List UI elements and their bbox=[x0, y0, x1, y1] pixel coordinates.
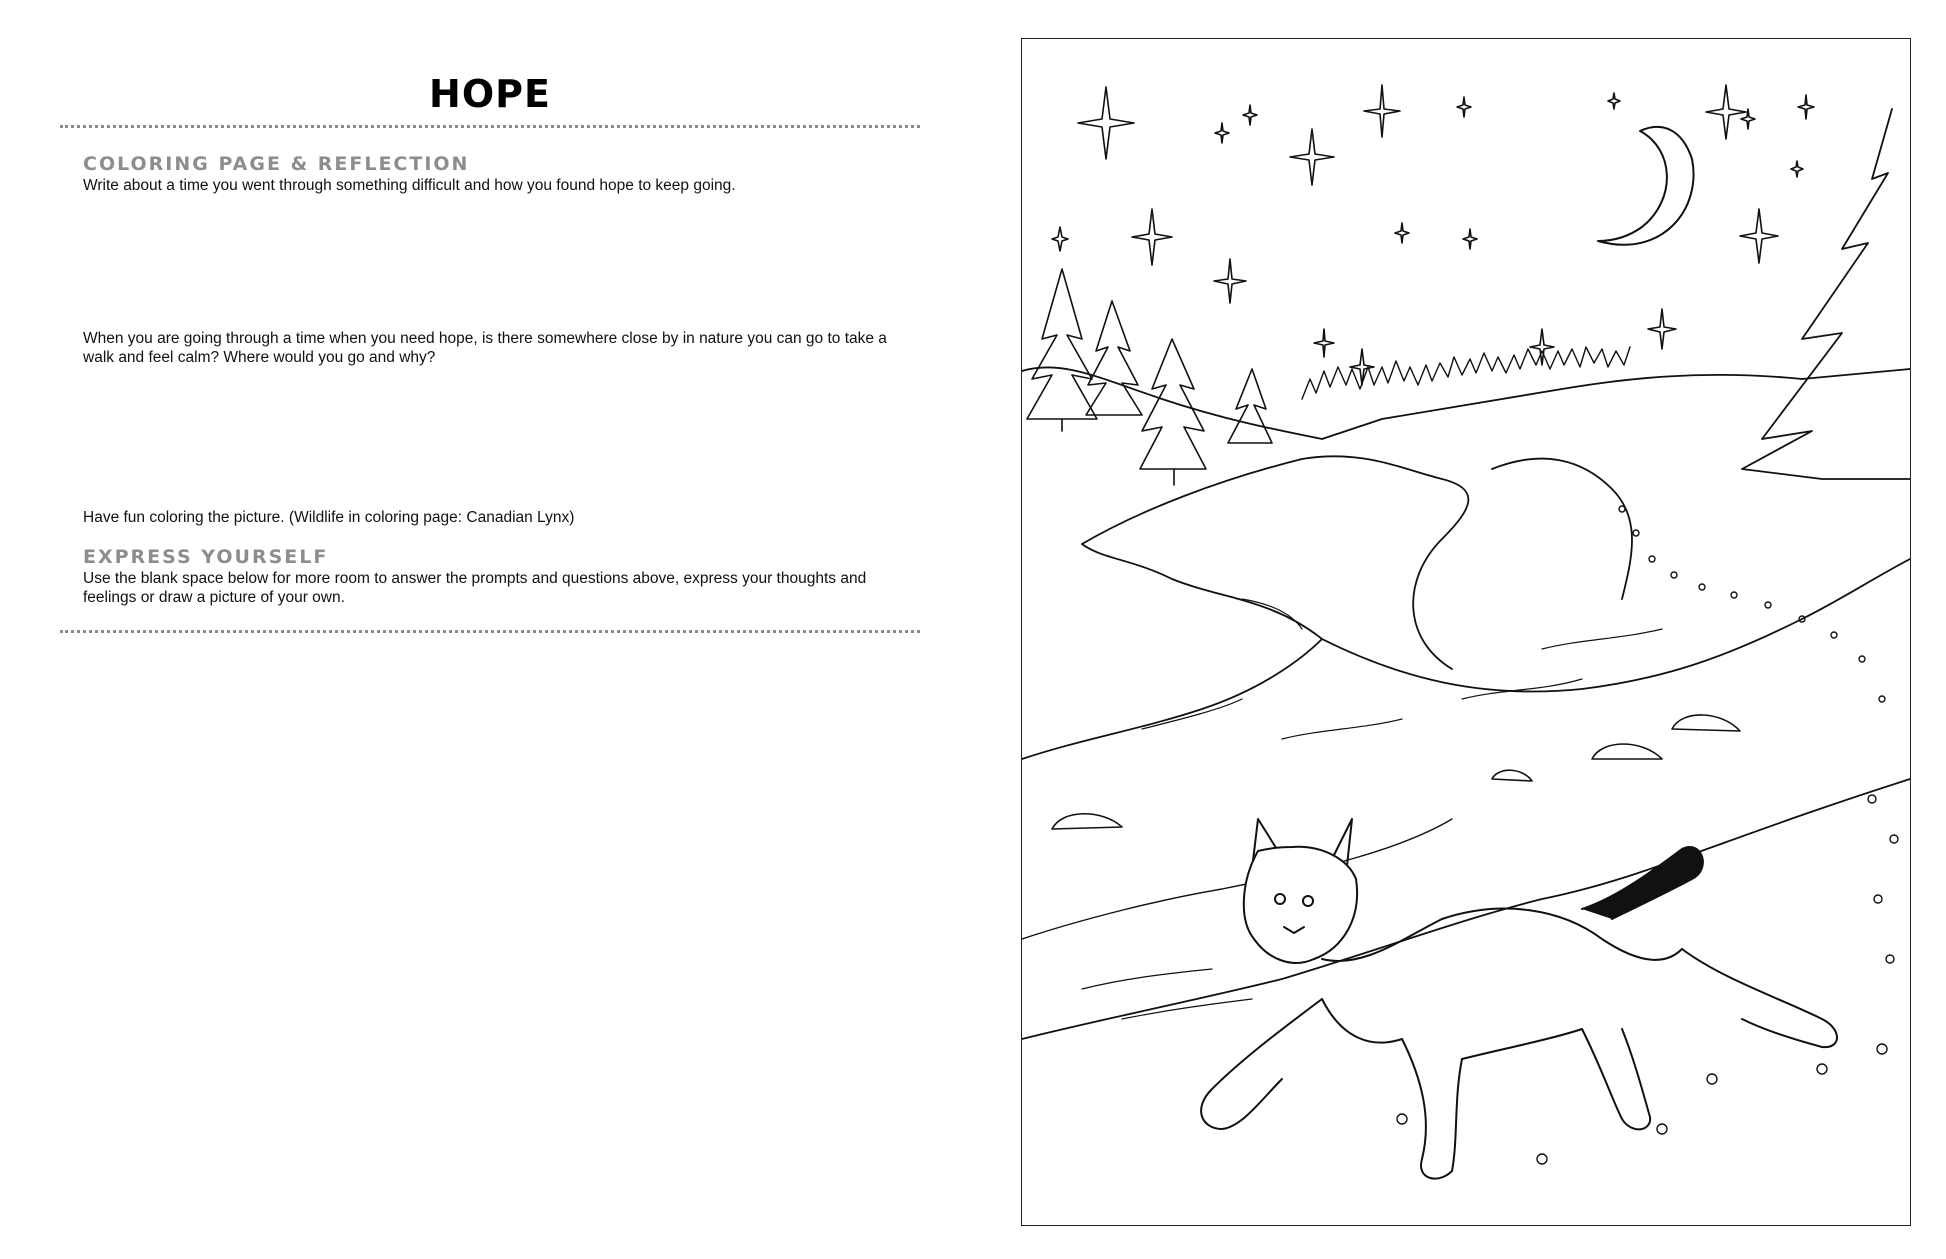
prompt-difficult-time: Write about a time you went through something difficult and how you found hope to keep going. bbox=[83, 177, 736, 194]
coloring-reflection-heading: COLORING PAGE & REFLECTION bbox=[83, 153, 470, 175]
paw-print-icon-group bbox=[1397, 506, 1898, 1164]
express-yourself-heading: EXPRESS YOURSELF bbox=[83, 546, 329, 568]
page-title: HOPE bbox=[429, 72, 551, 116]
coloring-illustration bbox=[1021, 38, 1911, 1226]
moon-icon bbox=[1598, 127, 1694, 245]
express-yourself-text: Use the blank space below for more room to answer the prompts and questions above, express your thoughts and feelings or draw a picture of your own. bbox=[83, 570, 867, 606]
prompt-nature-walk: When you are going through a time when you need hope, is there somewhere close by in nature you can go to take a walk and feel calm? Where would you go and why? bbox=[83, 330, 887, 366]
divider-bottom bbox=[60, 630, 920, 633]
pine-tree-icon-large bbox=[1742, 109, 1910, 479]
reflection-page bbox=[60, 0, 920, 1259]
pine-tree-icon bbox=[1027, 269, 1272, 485]
divider-top bbox=[60, 125, 920, 128]
star-icon-group bbox=[1052, 85, 1814, 385]
lynx-illustration bbox=[1201, 819, 1837, 1179]
prompt-coloring: Have fun coloring the picture. (Wildlife in coloring page: Canadian Lynx) bbox=[83, 509, 575, 526]
